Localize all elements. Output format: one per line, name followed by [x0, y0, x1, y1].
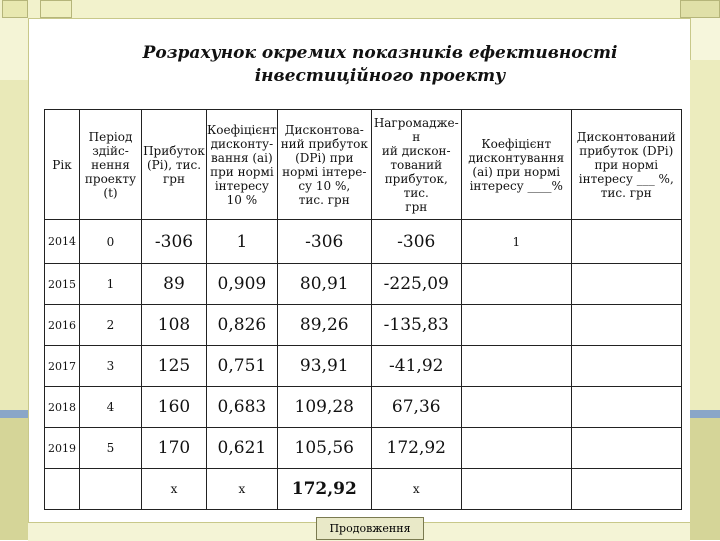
cell-coef-10: 0,909 — [207, 264, 278, 305]
header-coef-10: Коефіцієнт дисконту- вання (ai) при нормі інтересу 10 % — [207, 110, 278, 220]
total-period — [80, 469, 142, 510]
total-disc-profit-10: 172,92 — [277, 469, 371, 510]
header-profit: Прибуток (Pi), тис. грн — [142, 110, 207, 220]
cell-period: 5 — [80, 428, 142, 469]
cell-coef-x — [461, 264, 571, 305]
cell-disc-profit-x — [571, 305, 681, 346]
cell-cum-disc-profit: -225,09 — [371, 264, 461, 305]
table-row — [45, 220, 682, 264]
header-cum-disc-profit: Нагромадже-н ий дискон- тований прибуток, тис. грн — [371, 110, 461, 220]
table-row — [45, 305, 682, 346]
cell-disc-profit-10: 89,26 — [277, 305, 371, 346]
cell-coef-10: 0,683 — [207, 387, 278, 428]
cell-year: 2018 — [45, 387, 80, 428]
cell-coef-x — [461, 387, 571, 428]
cell-period: 2 — [80, 305, 142, 346]
cell-disc-profit-10: 80,91 — [277, 264, 371, 305]
cell-disc-profit-x — [571, 387, 681, 428]
header-period: Період здійс- нення проекту (t) — [80, 110, 142, 220]
cell-profit: 89 — [142, 264, 207, 305]
left-decor-accent — [0, 410, 28, 418]
left-decor-panel — [0, 80, 28, 410]
cell-profit: 170 — [142, 428, 207, 469]
cell-profit: 108 — [142, 305, 207, 346]
cell-coef-10: 1 — [207, 220, 278, 264]
cell-disc-profit-x — [571, 428, 681, 469]
indicators-table — [44, 109, 682, 510]
table-total-row — [45, 469, 682, 510]
table-row — [45, 346, 682, 387]
total-disc-profit-x — [571, 469, 681, 510]
page-title — [100, 42, 660, 88]
cell-coef-x: 1 — [461, 220, 571, 264]
cell-year: 2016 — [45, 305, 80, 346]
cell-period: 4 — [80, 387, 142, 428]
cell-cum-disc-profit: 67,36 — [371, 387, 461, 428]
cell-coef-x — [461, 428, 571, 469]
cell-disc-profit-10: 93,91 — [277, 346, 371, 387]
total-coef-x — [461, 469, 571, 510]
cell-period: 3 — [80, 346, 142, 387]
cell-profit: 125 — [142, 346, 207, 387]
cell-year: 2017 — [45, 346, 80, 387]
top-decor-bar — [0, 0, 720, 19]
header-coef-x: Коефіцієнт дисконтування (ai) при нормі інтересу ____% — [461, 110, 571, 220]
header-disc-profit-10: Дисконтова- ний прибуток (DPi) при нормі інтере- су 10 %, тис. грн — [277, 110, 371, 220]
cell-profit: -306 — [142, 220, 207, 264]
header-disc-profit-x: Дисконтований прибуток (DPi) при нормі інтересу ___ %, тис. грн — [571, 110, 681, 220]
right-decor-accent — [690, 410, 720, 418]
cell-disc-profit-10: 105,56 — [277, 428, 371, 469]
cell-disc-profit-x — [571, 346, 681, 387]
top-decor-square — [2, 0, 28, 18]
cell-period: 0 — [80, 220, 142, 264]
page-title-text: Розрахунок окремих показників ефективності інвестиційного проекту — [142, 43, 618, 86]
cell-coef-10: 0,751 — [207, 346, 278, 387]
cell-cum-disc-profit: -306 — [371, 220, 461, 264]
table-row — [45, 387, 682, 428]
cell-year: 2015 — [45, 264, 80, 305]
cell-coef-10: 0,621 — [207, 428, 278, 469]
header-year: Рік — [45, 110, 80, 220]
cell-disc-profit-10: -306 — [277, 220, 371, 264]
cell-coef-x — [461, 346, 571, 387]
total-coef-10: x — [207, 469, 278, 510]
table-row — [45, 264, 682, 305]
top-decor-square — [680, 0, 720, 18]
top-decor-square — [40, 0, 72, 18]
cell-disc-profit-10: 109,28 — [277, 387, 371, 428]
table-row — [45, 428, 682, 469]
cell-year: 2019 — [45, 428, 80, 469]
cell-cum-disc-profit: -41,92 — [371, 346, 461, 387]
cell-coef-10: 0,826 — [207, 305, 278, 346]
cell-cum-disc-profit: 172,92 — [371, 428, 461, 469]
cell-cum-disc-profit: -135,83 — [371, 305, 461, 346]
cell-profit: 160 — [142, 387, 207, 428]
left-decor-footer — [0, 418, 28, 540]
cell-period: 1 — [80, 264, 142, 305]
continuation-label: Продовження — [316, 517, 424, 540]
total-cum-disc-profit: x — [371, 469, 461, 510]
cell-coef-x — [461, 305, 571, 346]
cell-year: 2014 — [45, 220, 80, 264]
total-year — [45, 469, 80, 510]
cell-disc-profit-x — [571, 220, 681, 264]
right-decor-footer — [690, 418, 720, 540]
total-profit: x — [142, 469, 207, 510]
table-header-row — [45, 110, 682, 220]
right-decor-panel — [690, 60, 720, 410]
cell-disc-profit-x — [571, 264, 681, 305]
